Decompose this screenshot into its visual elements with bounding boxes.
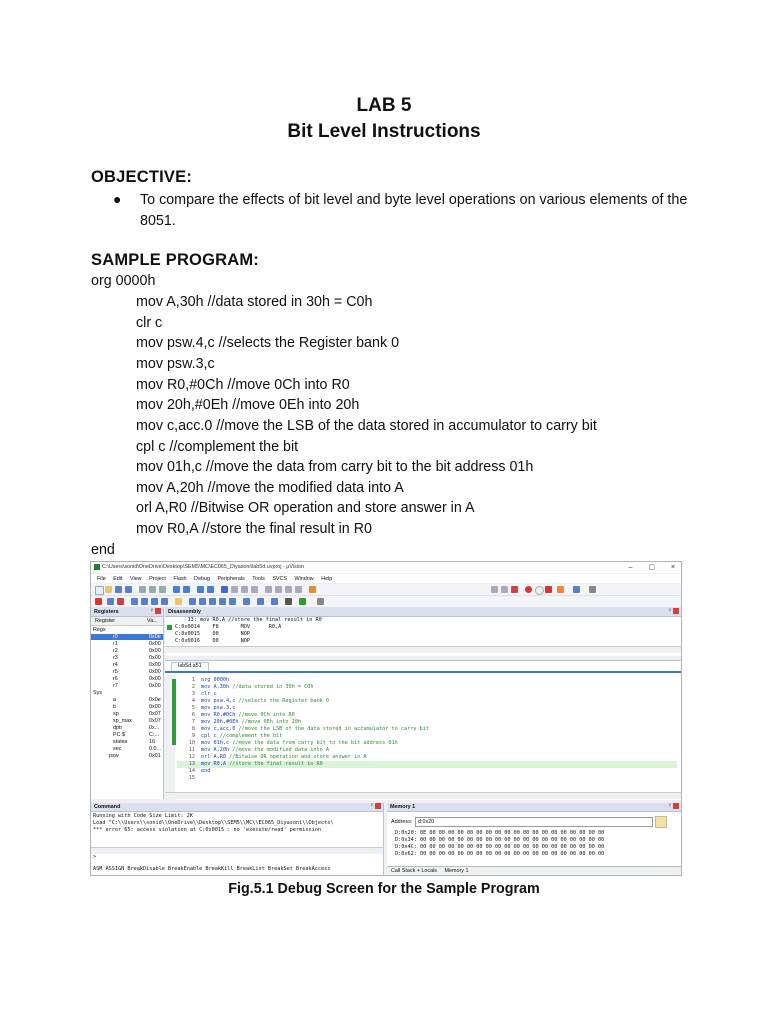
register-name: PC $ (113, 732, 125, 738)
redo-icon[interactable] (183, 586, 190, 593)
comment-icon[interactable] (285, 586, 292, 593)
editor-line[interactable]: 11 mov A,20h //move the modified data into A (188, 747, 330, 753)
show-next-statement-icon[interactable] (175, 598, 182, 605)
ide-titlebar (91, 562, 681, 573)
toolbar-icon[interactable] (501, 586, 508, 593)
register-row[interactable] (91, 739, 163, 745)
memory-address-label: Address: (391, 819, 413, 825)
sample-program-heading: SAMPLE PROGRAM: (91, 251, 259, 269)
command-pane (91, 803, 384, 875)
register-row[interactable] (91, 697, 163, 703)
register-row[interactable] (91, 753, 163, 759)
register-row[interactable] (91, 662, 163, 668)
app-icon (94, 564, 100, 570)
lock-icon[interactable] (655, 816, 667, 828)
editor-tab-label: lab5d.a51 (178, 663, 202, 669)
memory-row[interactable]: D:0x4C: 00 00 00 00 00 00 00 00 00 00 00 00 00 00 00 00 00 00 00 00 (395, 844, 605, 850)
editor-scrollbar[interactable] (165, 792, 681, 799)
register-name: Regs (93, 627, 106, 633)
register-value: 0x00 (149, 683, 161, 689)
register-value: 0x01 (149, 753, 161, 759)
menu-view[interactable]: View (129, 576, 142, 582)
registers-title: Registers (94, 609, 119, 615)
code-line: clr c (136, 315, 163, 331)
close-button[interactable]: × (670, 564, 675, 571)
close-icon[interactable] (375, 803, 381, 809)
menu-edit[interactable]: Edit (113, 576, 123, 582)
memory-row[interactable]: D:0x34: 00 00 00 00 00 00 00 00 00 00 00 00 00 00 00 00 00 00 00 00 (395, 837, 605, 843)
memory-header (387, 803, 681, 812)
bullet-icon: ● (113, 191, 122, 207)
code-line: end (91, 542, 115, 558)
pin-icon[interactable]: ᵖ (150, 608, 153, 614)
analysis-window-icon[interactable] (285, 598, 292, 605)
editor-line[interactable]: 6 mov R0,#0Ch //move 0Ch into R0 (191, 712, 295, 718)
register-value: C:... (149, 732, 159, 738)
disassembly-scrollbar[interactable] (165, 646, 681, 653)
register-value: 0x00 (149, 662, 161, 668)
disassembly-window-icon[interactable] (199, 598, 206, 605)
registers-header (91, 608, 163, 617)
page-title: LAB 5 (356, 95, 412, 116)
editor-line[interactable]: 7 mov 20h,#0Eh //move 0Eh into 20h (191, 719, 301, 725)
register-value: 0x00 (149, 669, 161, 675)
register-row[interactable] (91, 732, 163, 738)
register-value: 0x07 (149, 718, 161, 724)
editor-line[interactable]: 4 mov psw.4,c //selects the Register bank 0 (191, 698, 330, 704)
editor-line[interactable]: 8 mov c,acc.0 //move the LSB of the data stored in accumulator to carry bit (191, 726, 429, 732)
editor-line[interactable]: 14 end (188, 768, 211, 774)
memory-address-value: d:0x20 (418, 819, 435, 825)
editor-line[interactable]: 12 orl A,R0 //Bitwise OR operation and store answer in A (188, 754, 367, 760)
register-name: r5 (113, 669, 118, 675)
watch-window-icon[interactable] (243, 598, 250, 605)
memory-tabs (387, 866, 681, 876)
memory-window-icon[interactable] (257, 598, 264, 605)
register-value: 0x07 (149, 711, 161, 717)
disassembly-line[interactable]: 13: mov R0,A //store the final result in R0 (175, 617, 322, 623)
ide-screenshot (90, 561, 682, 876)
disassembly-header (165, 608, 681, 617)
value-col-header[interactable]: Va... (147, 618, 158, 624)
menu-tools[interactable]: Tools (252, 576, 265, 582)
register-value: 0x... (149, 725, 160, 731)
step-into-icon[interactable] (131, 598, 138, 605)
editor-tab-bar (165, 671, 681, 673)
code-line: mov psw.4,c //selects the Register bank 0 (136, 335, 400, 351)
debug-toolbar (91, 596, 681, 608)
menu-window[interactable]: Window (294, 576, 314, 582)
register-row[interactable] (91, 648, 163, 654)
stop-icon[interactable] (117, 598, 124, 605)
serial-window-icon[interactable] (271, 598, 278, 605)
register-name: b (113, 704, 116, 710)
menu-bar (91, 574, 681, 583)
code-line: mov A,20h //move the modified data into A (136, 480, 404, 496)
register-name: r0 (113, 634, 118, 640)
breakpoint-kill-icon[interactable] (545, 586, 552, 593)
register-value: 0x0e (149, 697, 161, 703)
menu-peripherals[interactable]: Peripherals (217, 576, 245, 582)
save-all-icon[interactable] (125, 586, 132, 593)
disassembly-title: Disassembly (168, 609, 201, 615)
register-value: 0x00 (149, 648, 161, 654)
editor-tab-lab5d[interactable] (171, 662, 209, 671)
editor-line[interactable]: 1 org 0000h (191, 677, 230, 683)
close-icon[interactable] (155, 608, 161, 614)
editor-line[interactable]: 3 clr c (191, 691, 217, 697)
current-line-marker-icon (167, 625, 172, 630)
editor-line[interactable]: 5 mov psw.3,c (191, 705, 236, 711)
symbols-window-icon[interactable] (209, 598, 216, 605)
menu-flash[interactable]: Flash (173, 576, 187, 582)
register-value: 0x00 (149, 641, 161, 647)
run-icon[interactable] (107, 598, 114, 605)
register-name: dptr (113, 725, 123, 731)
code-line: orl A,R0 //Bitwise OR operation and store answer in A (136, 500, 475, 516)
ide-window-title: C:\Users\sonid\OneDrive\Desktop\SEM5\MC\EC065_Diyasoni\lab5d.uvproj - µVision (102, 564, 304, 570)
editor-pane (165, 660, 681, 800)
command-output-line: *** error 65: access violation at C:0x0015 : no 'execute/read' permission (93, 827, 321, 833)
code-line: mov 01h,c //move the data from carry bit to the bit address 01h (136, 459, 534, 475)
disassembly-line[interactable]: C:0x0015 00 NOP (175, 631, 250, 637)
command-hints: ASM ASSIGN BreakDisable BreakEnable BreakKill BreakList BreakSet BreakAccess (93, 866, 331, 872)
options-icon[interactable] (557, 586, 564, 593)
step-over-icon[interactable] (141, 598, 148, 605)
code-line: mov 20h,#0Eh //move 0Eh into 20h (136, 397, 360, 413)
maximize-button[interactable]: ▢ (648, 564, 655, 571)
register-row[interactable] (91, 704, 163, 710)
memory-row[interactable]: D:0x62: 00 00 00 00 00 00 00 00 00 00 00 00 00 00 00 00 00 00 00 00 (395, 851, 605, 857)
new-file-icon[interactable] (95, 586, 104, 595)
debug-icon[interactable] (511, 586, 518, 593)
code-line: mov c,acc.0 //move the LSB of the data stored in accumulator to carry bit (136, 418, 597, 434)
command-title: Command (94, 804, 121, 810)
code-line: mov A,30h //data stored in 30h = C0h (136, 294, 373, 310)
disassembly-pane (165, 608, 681, 656)
editor-line-current[interactable]: 13 mov R0,A //store the final result in R0 (177, 761, 677, 768)
code-line: mov psw.3,c (136, 356, 215, 372)
menu-file[interactable]: File (97, 576, 106, 582)
registers-columns (91, 617, 163, 626)
register-row[interactable] (91, 725, 163, 731)
register-name: r3 (113, 655, 118, 661)
menu-svcs[interactable]: SVCS (272, 576, 287, 582)
register-name: states (113, 739, 128, 745)
memory-address-input[interactable] (415, 817, 653, 827)
register-name: r4 (113, 662, 118, 668)
command-output-line: Running with Code Size Limit: 2K (93, 813, 193, 819)
command-scrollbar[interactable] (91, 847, 383, 854)
trace-window-icon[interactable] (299, 598, 306, 605)
window-layout-icon[interactable] (573, 586, 580, 593)
disassembly-line[interactable]: C:0x0014 F8 MOV R0,A (175, 624, 282, 630)
undo-icon[interactable] (173, 586, 180, 593)
bookmark-clear-icon[interactable] (251, 586, 258, 593)
pin-icon[interactable]: ᵖ (370, 803, 373, 809)
bookmark-icon[interactable] (221, 586, 228, 593)
register-row[interactable] (91, 627, 163, 633)
code-line: cpl c //complement the bit (136, 439, 299, 455)
register-value: 0x0e (149, 634, 161, 640)
code-line: org 0000h (91, 273, 156, 289)
code-line: mov R0,A //store the final result in R0 (136, 521, 373, 537)
register-row[interactable] (91, 634, 163, 640)
memory-pane (387, 803, 681, 875)
executed-lines-indicator (172, 679, 176, 745)
main-toolbar (91, 584, 681, 596)
register-row[interactable] (91, 718, 163, 724)
register-row[interactable] (91, 669, 163, 675)
register-name: r2 (113, 648, 118, 654)
tab-memory-1[interactable]: Memory 1 (444, 868, 469, 874)
register-value: 0x00 (149, 704, 161, 710)
register-name: r6 (113, 676, 118, 682)
register-value: 0x00 (149, 655, 161, 661)
back-icon[interactable] (197, 586, 204, 593)
paste-icon[interactable] (159, 586, 166, 593)
copy-icon[interactable] (149, 586, 156, 593)
memory-row[interactable]: D:0x20: 0E 00 00 00 00 00 00 00 00 00 00 00 00 00 00 00 00 00 00 00 (395, 830, 605, 836)
reset-icon[interactable] (95, 598, 102, 605)
pin-icon[interactable]: ᵖ (668, 608, 671, 614)
editor-line[interactable]: 10 mov 01h,c //move the data from carry bit to the bit address 01h (188, 740, 398, 746)
breakpoint-disable-icon[interactable] (535, 586, 544, 595)
objective-heading: OBJECTIVE: (91, 168, 193, 186)
close-icon[interactable] (673, 608, 679, 614)
register-name: Sys (93, 690, 102, 696)
memory-title: Memory 1 (390, 804, 416, 810)
command-header (91, 803, 383, 812)
figure-caption: Fig.5.1 Debug Screen for the Sample Program (228, 881, 540, 897)
editor-line[interactable]: 9 cpl c //complement the bit (191, 733, 283, 739)
command-window-icon[interactable] (189, 598, 196, 605)
bookmark-next-icon[interactable] (241, 586, 248, 593)
registers-window-icon[interactable] (219, 598, 226, 605)
register-name: psw (109, 753, 119, 759)
register-name: r7 (113, 683, 118, 689)
disassembly-line[interactable]: C:0x0016 00 NOP (175, 638, 250, 644)
register-row[interactable] (91, 676, 163, 682)
bookmark-prev-icon[interactable] (231, 586, 238, 593)
breakpoint-icon[interactable] (525, 586, 532, 593)
indent-icon[interactable] (265, 586, 272, 593)
forward-icon[interactable] (207, 586, 214, 593)
register-row[interactable] (91, 655, 163, 661)
register-row[interactable] (91, 746, 163, 752)
command-output-line: Load "C:\\Users\\sonid\\OneDrive\\Desktop\\SEM5\\MC\\EC065_Diyasoni\\Objects\ (93, 820, 334, 826)
editor-line[interactable]: 15 (188, 775, 195, 781)
unindent-icon[interactable] (275, 586, 282, 593)
menu-help[interactable]: Help (321, 576, 333, 582)
menu-project[interactable]: Project (149, 576, 166, 582)
minimize-button[interactable]: – (628, 564, 633, 571)
window-buttons (614, 563, 675, 571)
settings-icon[interactable] (589, 586, 596, 593)
cut-icon[interactable] (139, 586, 146, 593)
register-row[interactable] (91, 690, 163, 696)
register-col-header[interactable]: Register (95, 618, 116, 624)
register-name: sp_max (113, 718, 132, 724)
code-line: mov R0,#0Ch //move 0Ch into R0 (136, 377, 350, 393)
register-row[interactable] (91, 683, 163, 689)
close-icon[interactable] (673, 803, 679, 809)
register-row[interactable] (91, 641, 163, 647)
registers-pane (91, 608, 164, 799)
run-to-cursor-icon[interactable] (161, 598, 168, 605)
objective-text: To compare the effects of bit level and byte level operations on various elements of the 8051. (140, 192, 688, 229)
tab-call-stack[interactable]: Call Stack + Locals (391, 868, 437, 874)
menu-debug[interactable]: Debug (194, 576, 210, 582)
uncomment-icon[interactable] (295, 586, 302, 593)
page-subtitle: Bit Level Instructions (287, 121, 481, 142)
toolbar-icon[interactable] (491, 586, 498, 593)
open-icon[interactable] (105, 586, 112, 593)
editor-line[interactable]: 2 mov A,30h //data stored in 30h = C0h (191, 684, 314, 690)
save-icon[interactable] (115, 586, 122, 593)
call-stack-icon[interactable] (229, 598, 236, 605)
register-name: sp (113, 711, 119, 717)
register-value: 16 (149, 739, 155, 745)
register-row[interactable] (91, 711, 163, 717)
register-value: 0.0... (149, 746, 161, 752)
step-out-icon[interactable] (151, 598, 158, 605)
find-icon[interactable] (309, 586, 316, 593)
register-name: r1 (113, 641, 118, 647)
pin-icon[interactable]: ᵖ (668, 803, 671, 809)
register-name: a (113, 697, 116, 703)
system-viewer-icon[interactable] (317, 598, 324, 605)
register-value: 0x00 (149, 676, 161, 682)
command-input[interactable]: > (93, 854, 97, 860)
register-name: sec (113, 746, 122, 752)
